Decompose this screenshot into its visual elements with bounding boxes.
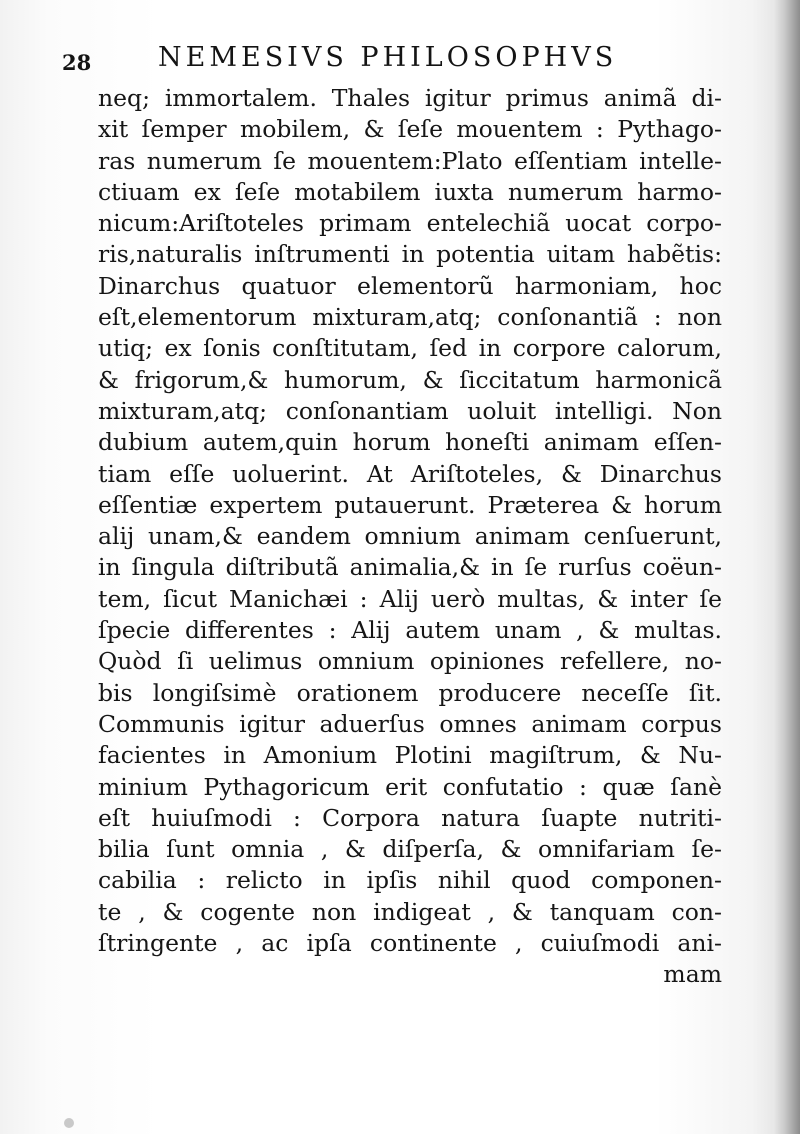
text-line: & frigorum,& humorum, & ſiccitatum harmonicã <box>98 365 722 394</box>
text-line: Quòd ſi uelimus omnium opiniones refellere, no- <box>98 647 722 676</box>
text-line: Dinarchus quatuor elementorũ harmoniam, hoc <box>98 271 722 300</box>
text-line: bis longiſsimè orationem producere neceſſe ſit. <box>98 678 722 707</box>
page-number: 28 <box>62 50 92 75</box>
page-gutter-shadow <box>774 0 800 1134</box>
text-line: eſſentiæ expertem putauerunt. Præterea & horum <box>98 490 722 519</box>
text-line: Communis igitur aduerſus omnes animam corpus <box>98 709 722 738</box>
ink-smudge <box>64 1118 74 1128</box>
text-line: alij unam,& eandem omnium animam cenſuerunt, <box>98 522 722 551</box>
text-line: tem, ſicut Manichæi : Alij uerò multas, & inter ſe <box>98 584 722 613</box>
text-line: eſt,elementorum mixturam,atq; conſonantiã : non <box>98 303 722 332</box>
text-line: ſpecie differentes : Alij autem unam , & multas. <box>98 616 722 645</box>
text-line: neq; immortalem. Thales igitur primus animã di- <box>98 84 722 112</box>
text-line: minium Pythagoricum erit confutatio : quæ ſanè <box>98 772 722 801</box>
text-line: ctiuam ex ſeſe motabilem iuxta numerum harmo- <box>98 177 722 206</box>
text-line: in ſingula diſtributã animalia,& in ſe rurſus coëun- <box>98 553 722 582</box>
text-line: dubium autem,quin horum honeſti animam eſſen- <box>98 428 722 457</box>
text-line: ris,naturalis inſtrumenti in potentia uitam habẽtis: <box>98 240 722 269</box>
text-line: ras numerum ſe mouentem:Plato eſſentiam intelle- <box>98 146 722 175</box>
text-line: mixturam,atq; conſonantiam uoluit intelligi. Non <box>98 396 722 425</box>
text-line: bilia ſunt omnia , & diſperſa, & omnifariam ſe- <box>98 835 722 864</box>
body-text <box>98 83 722 991</box>
text-line: tiam eſſe uoluerint. At Ariſtoteles, & Dinarchus <box>98 459 722 488</box>
text-line: nicum:Ariſtoteles primam entelechiã uocat corpo- <box>98 209 722 238</box>
text-line: utiq; ex ſonis conſtitutam, ſed in corpore calorum, <box>98 334 722 363</box>
text-line: cabilia : relicto in ipſis nihil quod componen- <box>98 866 722 895</box>
text-line: xit ſemper mobilem, & ſeſe mouentem : Pythago- <box>98 115 722 144</box>
text-line: ſtringente , ac ipſa continente , cuiuſmodi ani- <box>98 929 722 958</box>
text-line: facientes in Amonium Plotini magiſtrum, & Nu- <box>98 741 722 770</box>
running-head: NEMESIVS PHILOSOPHVS <box>158 42 618 73</box>
text-line: te , & cogente non indigeat , & tanquam con- <box>98 897 722 926</box>
page-header <box>62 42 662 82</box>
text-line: eſt huiuſmodi : Corpora natura ſuapte nutriti- <box>98 803 722 832</box>
catchword: mam <box>663 960 722 989</box>
